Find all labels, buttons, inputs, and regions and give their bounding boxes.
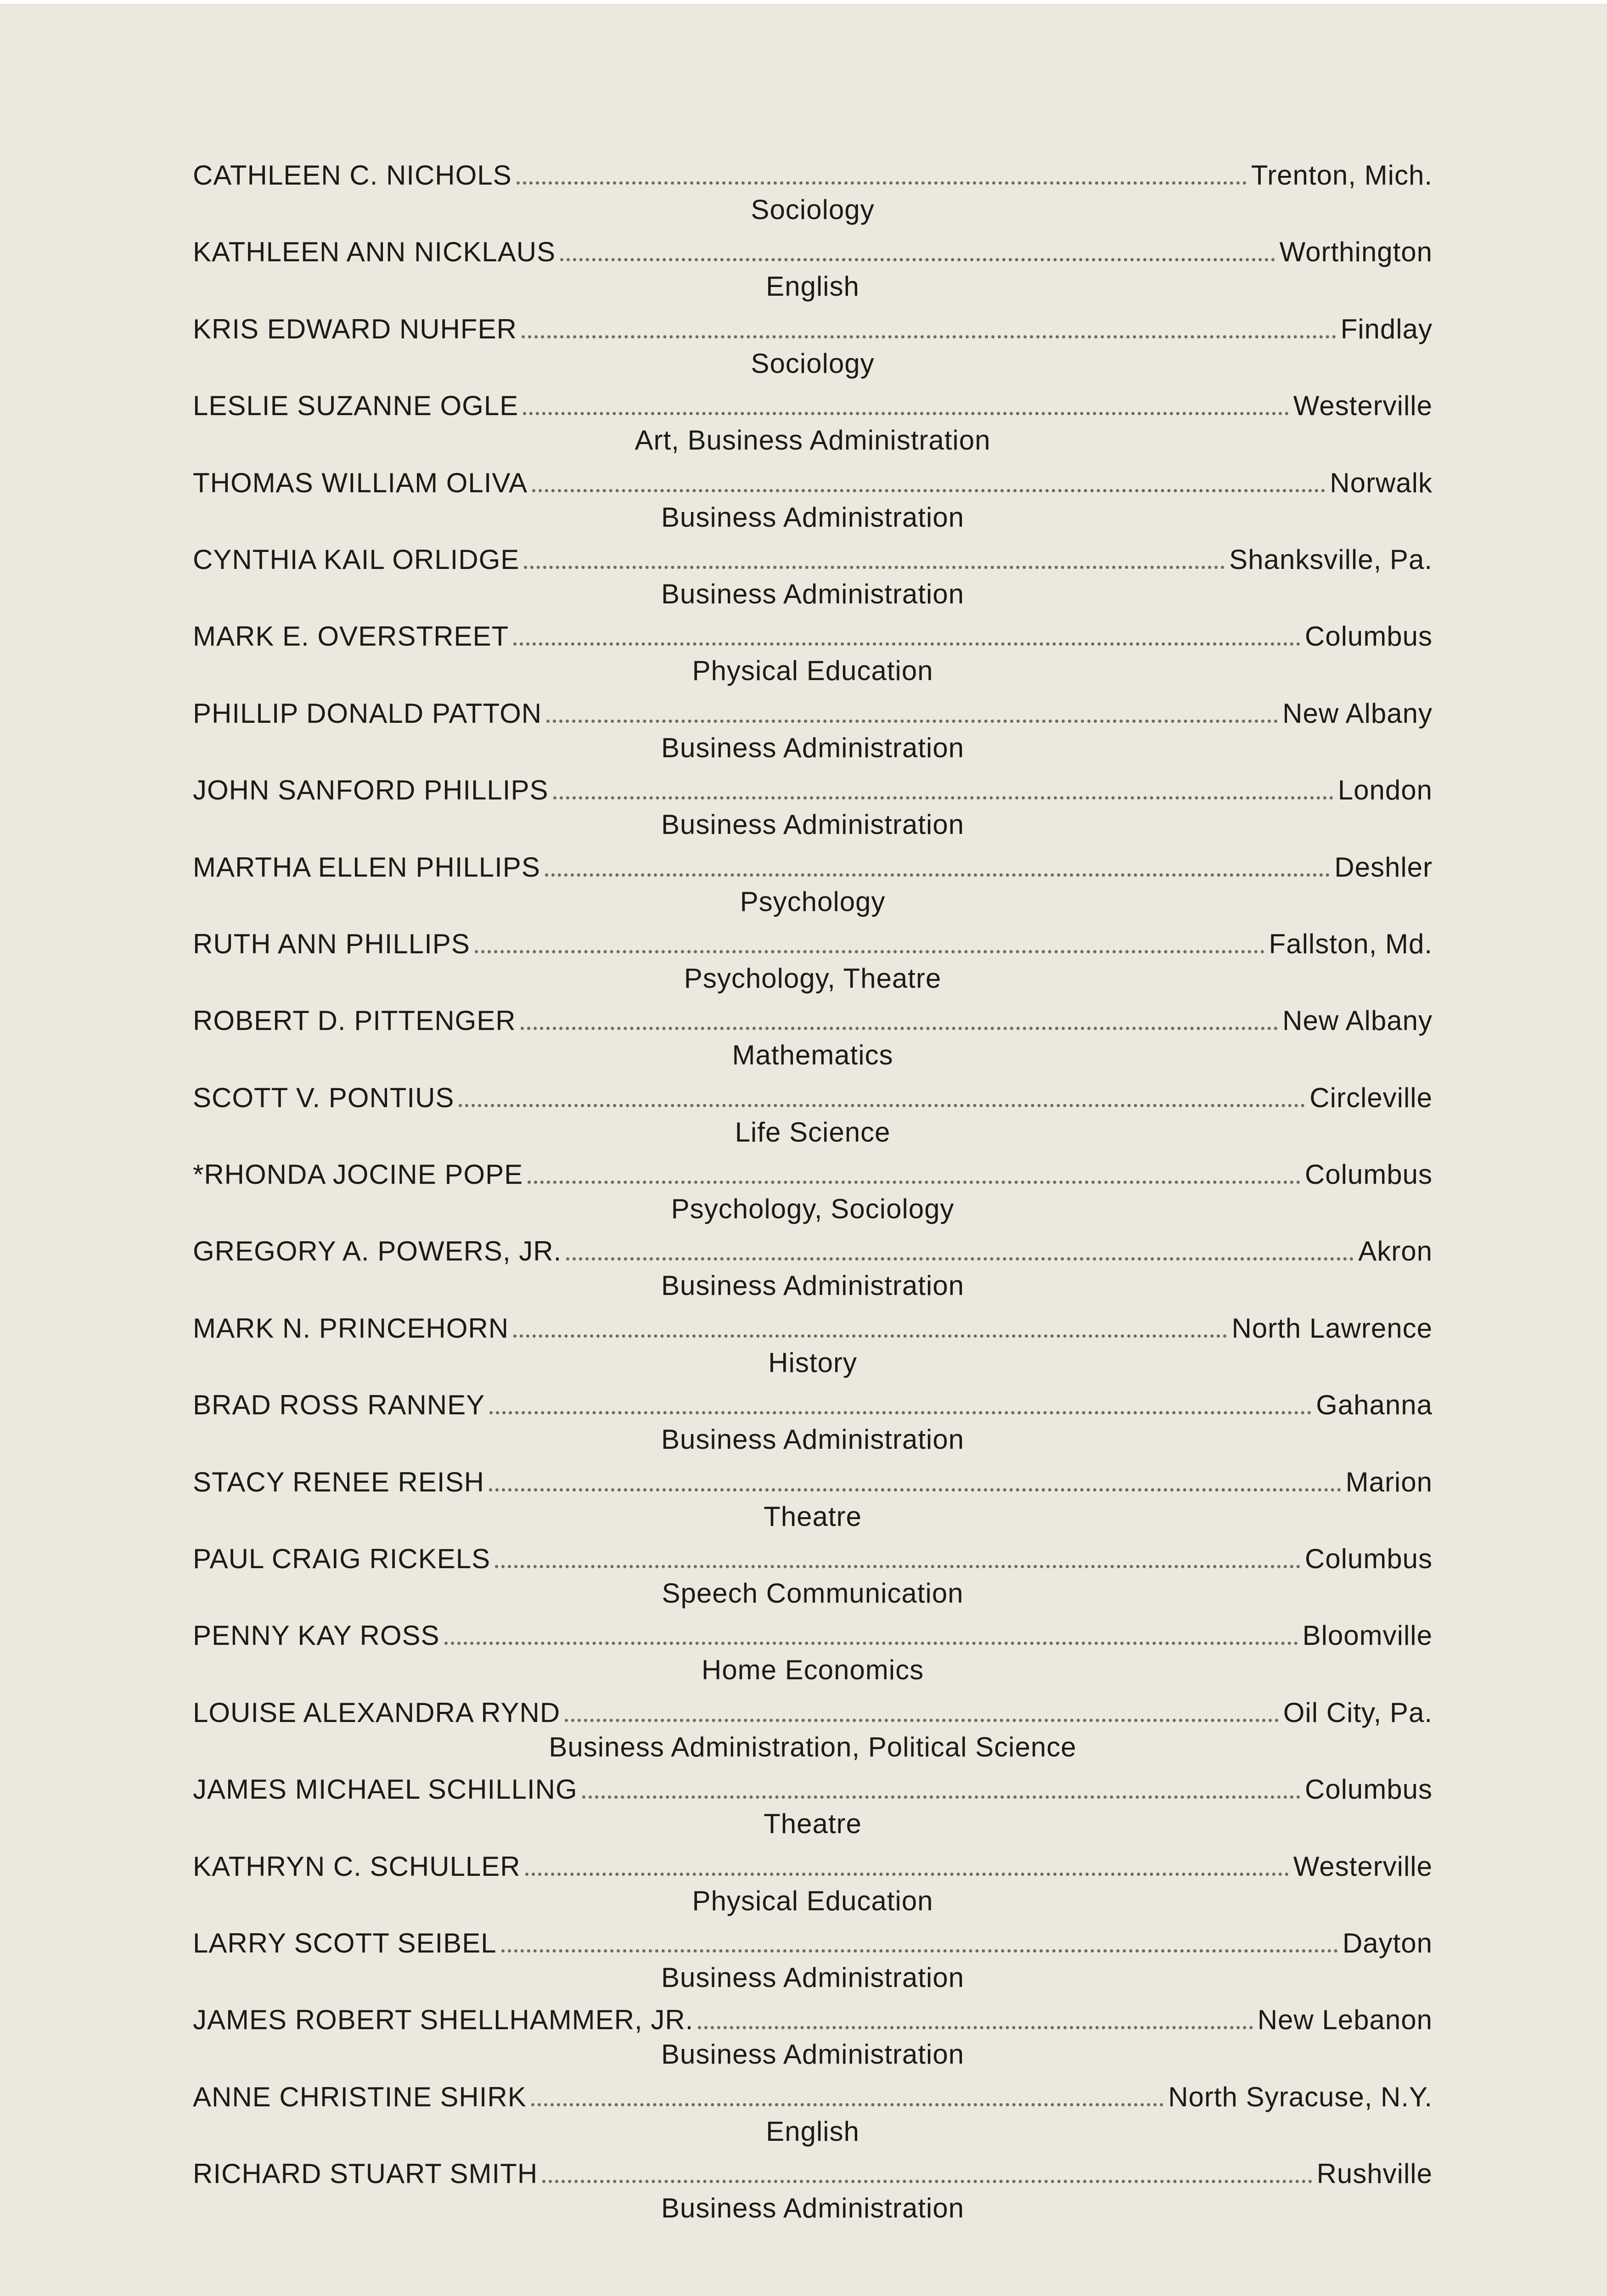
graduate-major: Life Science [735, 1116, 891, 1148]
graduate-entry [193, 1227, 1433, 1304]
dot-leader [495, 1565, 1300, 1568]
dot-leader [546, 720, 1278, 723]
graduate-entry [193, 1843, 1433, 1919]
graduate-entry [193, 382, 1433, 459]
graduate-entry [193, 1151, 1433, 1227]
dot-leader [489, 1411, 1311, 1414]
graduate-name: MARK E. OVERSTREET [193, 621, 509, 652]
graduate-name: RUTH ANN PHILLIPS [193, 928, 470, 959]
graduate-major: Art, Business Administration [635, 425, 991, 456]
graduate-major: Theatre [764, 1808, 862, 1840]
graduate-hometown: London [1337, 775, 1433, 806]
graduate-major: Business Administration [661, 501, 964, 533]
graduate-major: Sociology [751, 348, 875, 379]
dot-leader [545, 873, 1330, 877]
graduate-row [193, 152, 1433, 191]
graduate-major: Business Administration [661, 1424, 964, 1455]
graduate-hometown: New Albany [1282, 698, 1433, 729]
graduate-entry [193, 2150, 1433, 2227]
graduate-name: STACY RENEE REISH [193, 1466, 484, 1497]
graduate-major: Mathematics [732, 1040, 893, 1071]
graduate-name: CATHLEEN C. NICHOLS [193, 160, 512, 191]
graduate-hometown: Gahanna [1316, 1390, 1433, 1421]
graduate-hometown: Columbus [1304, 1159, 1433, 1190]
graduate-major: Psychology, Sociology [671, 1193, 955, 1225]
graduate-name: PAUL CRAIG RICKELS [193, 1543, 491, 1575]
graduate-hometown: Worthington [1279, 236, 1433, 268]
graduate-major: Psychology, Theatre [684, 962, 942, 994]
graduate-major: Psychology [740, 886, 886, 917]
graduate-major: Physical Education [692, 655, 933, 687]
dot-leader [553, 796, 1333, 799]
graduate-name: LOUISE ALEXANDRA RYND [193, 1697, 561, 1728]
graduate-major: Business Administration [661, 1962, 964, 1993]
graduate-hometown: North Syracuse, N.Y. [1168, 2081, 1433, 2112]
graduate-hometown: Shanksville, Pa. [1229, 544, 1433, 575]
graduate-name: KRIS EDWARD NUHFER [193, 313, 517, 344]
graduate-row [193, 766, 1433, 806]
graduate-hometown: New Albany [1282, 1005, 1433, 1036]
graduate-major: Business Administration [661, 1270, 964, 1301]
graduate-name: MARK N. PRINCEHORN [193, 1312, 509, 1344]
graduate-name: BRAD ROSS RANNEY [193, 1390, 485, 1421]
graduate-name: KATHLEEN ANN NICKLAUS [193, 236, 556, 268]
graduate-entry [193, 1535, 1433, 1612]
graduate-entry [193, 997, 1433, 1074]
graduate-row [193, 1689, 1433, 1728]
graduate-name: MARTHA ELLEN PHILLIPS [193, 851, 540, 883]
dot-leader [524, 566, 1225, 569]
graduate-hometown: New Lebanon [1257, 2004, 1433, 2036]
graduate-entry [193, 690, 1433, 766]
graduate-entry [193, 459, 1433, 536]
dot-leader [525, 1873, 1289, 1876]
graduate-hometown: Deshler [1334, 851, 1433, 883]
graduate-hometown: Oil City, Pa. [1283, 1697, 1433, 1728]
dot-leader [522, 335, 1336, 338]
graduate-hometown: Rushville [1316, 2158, 1433, 2189]
dot-leader [459, 1104, 1305, 1107]
graduate-row [193, 2150, 1433, 2189]
graduate-hometown: North Lawrence [1231, 1312, 1433, 1344]
graduate-name: JAMES ROBERT SHELLHAMMER, JR. [193, 2004, 694, 2036]
graduate-row [193, 2073, 1433, 2113]
graduate-row [193, 536, 1433, 575]
graduate-entry [193, 1458, 1433, 1535]
graduate-hometown: Norwalk [1330, 467, 1433, 498]
graduate-row [193, 1843, 1433, 1882]
graduate-row [193, 1305, 1433, 1344]
graduate-name: CYNTHIA KAIL ORLIDGE [193, 544, 520, 575]
dot-leader [560, 258, 1275, 261]
graduate-name: ROBERT D. PITTENGER [193, 1005, 516, 1036]
dot-leader [517, 181, 1247, 185]
graduate-hometown: Marion [1345, 1466, 1433, 1497]
graduate-major: Theatre [764, 1501, 862, 1532]
graduate-major: English [766, 2116, 860, 2147]
graduate-row [193, 1612, 1433, 1651]
dot-leader [528, 1181, 1300, 1184]
graduate-major: English [766, 271, 860, 302]
graduate-entry [193, 1381, 1433, 1458]
graduate-name: LARRY SCOTT SEIBEL [193, 1927, 497, 1958]
dot-leader [521, 1027, 1278, 1030]
graduate-hometown: Trenton, Mich. [1251, 160, 1433, 191]
graduate-name: JAMES MICHAEL SCHILLING [193, 1774, 578, 1805]
graduate-entry [193, 1612, 1433, 1688]
dot-leader [523, 412, 1288, 415]
graduate-entry [193, 1074, 1433, 1151]
graduate-row [193, 1535, 1433, 1575]
graduate-name: JOHN SANFORD PHILLIPS [193, 775, 549, 806]
graduate-row [193, 613, 1433, 652]
graduate-major: Physical Education [692, 1885, 933, 1916]
dot-leader [489, 1488, 1341, 1491]
graduate-major: Sociology [751, 194, 875, 225]
dot-leader [513, 642, 1300, 646]
graduate-row [193, 690, 1433, 729]
graduate-major: Business Administration, Political Science [549, 1731, 1077, 1762]
graduate-entry [193, 920, 1433, 997]
graduate-row [193, 1919, 1433, 1959]
dot-leader [513, 1334, 1227, 1338]
graduate-row [193, 997, 1433, 1036]
graduate-entry [193, 1689, 1433, 1766]
graduate-name: *RHONDA JOCINE POPE [193, 1159, 523, 1190]
graduate-row [193, 382, 1433, 422]
graduate-hometown: Columbus [1304, 1774, 1433, 1805]
graduate-hometown: Findlay [1340, 313, 1433, 344]
graduate-hometown: Akron [1358, 1236, 1433, 1267]
graduate-entry [193, 1305, 1433, 1381]
graduate-major: History [768, 1347, 857, 1378]
graduate-row [193, 1074, 1433, 1114]
graduate-row [193, 305, 1433, 345]
dot-leader [565, 1719, 1279, 1722]
graduate-major: Business Administration [661, 2039, 964, 2070]
graduate-row [193, 1458, 1433, 1498]
graduate-entry [193, 1766, 1433, 1842]
graduate-name: RICHARD STUART SMITH [193, 2158, 538, 2189]
graduate-major: Business Administration [661, 732, 964, 763]
graduate-hometown: Bloomville [1302, 1620, 1433, 1651]
graduate-entry [193, 766, 1433, 843]
graduate-hometown: Fallston, Md. [1269, 928, 1433, 959]
graduate-entry [193, 613, 1433, 689]
graduate-name: LESLIE SUZANNE OGLE [193, 390, 519, 422]
graduate-entry [193, 2073, 1433, 2150]
graduate-entry [193, 1919, 1433, 1996]
graduate-major: Business Administration [661, 809, 964, 840]
graduate-hometown: Circleville [1309, 1082, 1433, 1113]
graduate-row [193, 228, 1433, 268]
graduate-major: Business Administration [661, 578, 964, 609]
graduate-entry [193, 1996, 1433, 2073]
dot-leader [475, 950, 1264, 953]
graduate-name: SCOTT V. PONTIUS [193, 1082, 455, 1113]
graduate-hometown: Dayton [1342, 1927, 1433, 1958]
graduate-row [193, 1151, 1433, 1190]
dot-leader [444, 1642, 1298, 1645]
graduate-name: KATHRYN C. SCHULLER [193, 1851, 521, 1882]
graduate-hometown: Columbus [1304, 1543, 1433, 1575]
graduate-name: GREGORY A. POWERS, JR. [193, 1236, 562, 1267]
graduate-major: Home Economics [701, 1654, 924, 1686]
graduate-row [193, 1996, 1433, 2036]
dot-leader [532, 489, 1325, 492]
graduate-entry [193, 536, 1433, 613]
dot-leader [531, 2103, 1163, 2106]
dot-leader [501, 1949, 1338, 1953]
graduate-major: Speech Communication [662, 1578, 964, 1609]
graduate-row [193, 1766, 1433, 1805]
graduate-name: PHILLIP DONALD PATTON [193, 698, 542, 729]
graduate-name: PENNY KAY ROSS [193, 1620, 440, 1651]
graduate-row [193, 1381, 1433, 1421]
graduate-hometown: Columbus [1304, 621, 1433, 652]
graduate-hometown: Westerville [1293, 1851, 1433, 1882]
graduate-list [193, 152, 1433, 2227]
graduate-entry [193, 228, 1433, 305]
dot-leader [698, 2026, 1253, 2029]
graduate-hometown: Westerville [1293, 390, 1433, 422]
graduate-row [193, 1227, 1433, 1267]
graduate-row [193, 920, 1433, 960]
graduate-row [193, 844, 1433, 883]
page-top-edge [0, 0, 1607, 4]
graduate-entry [193, 844, 1433, 920]
graduate-name: ANNE CHRISTINE SHIRK [193, 2081, 527, 2112]
graduate-major: Business Administration [661, 2193, 964, 2224]
graduate-entry [193, 305, 1433, 382]
graduate-entry [193, 152, 1433, 228]
graduate-row [193, 459, 1433, 499]
graduate-name: THOMAS WILLIAM OLIVA [193, 467, 528, 498]
dot-leader [542, 2180, 1312, 2183]
dot-leader [582, 1795, 1300, 1799]
dot-leader [566, 1257, 1354, 1261]
